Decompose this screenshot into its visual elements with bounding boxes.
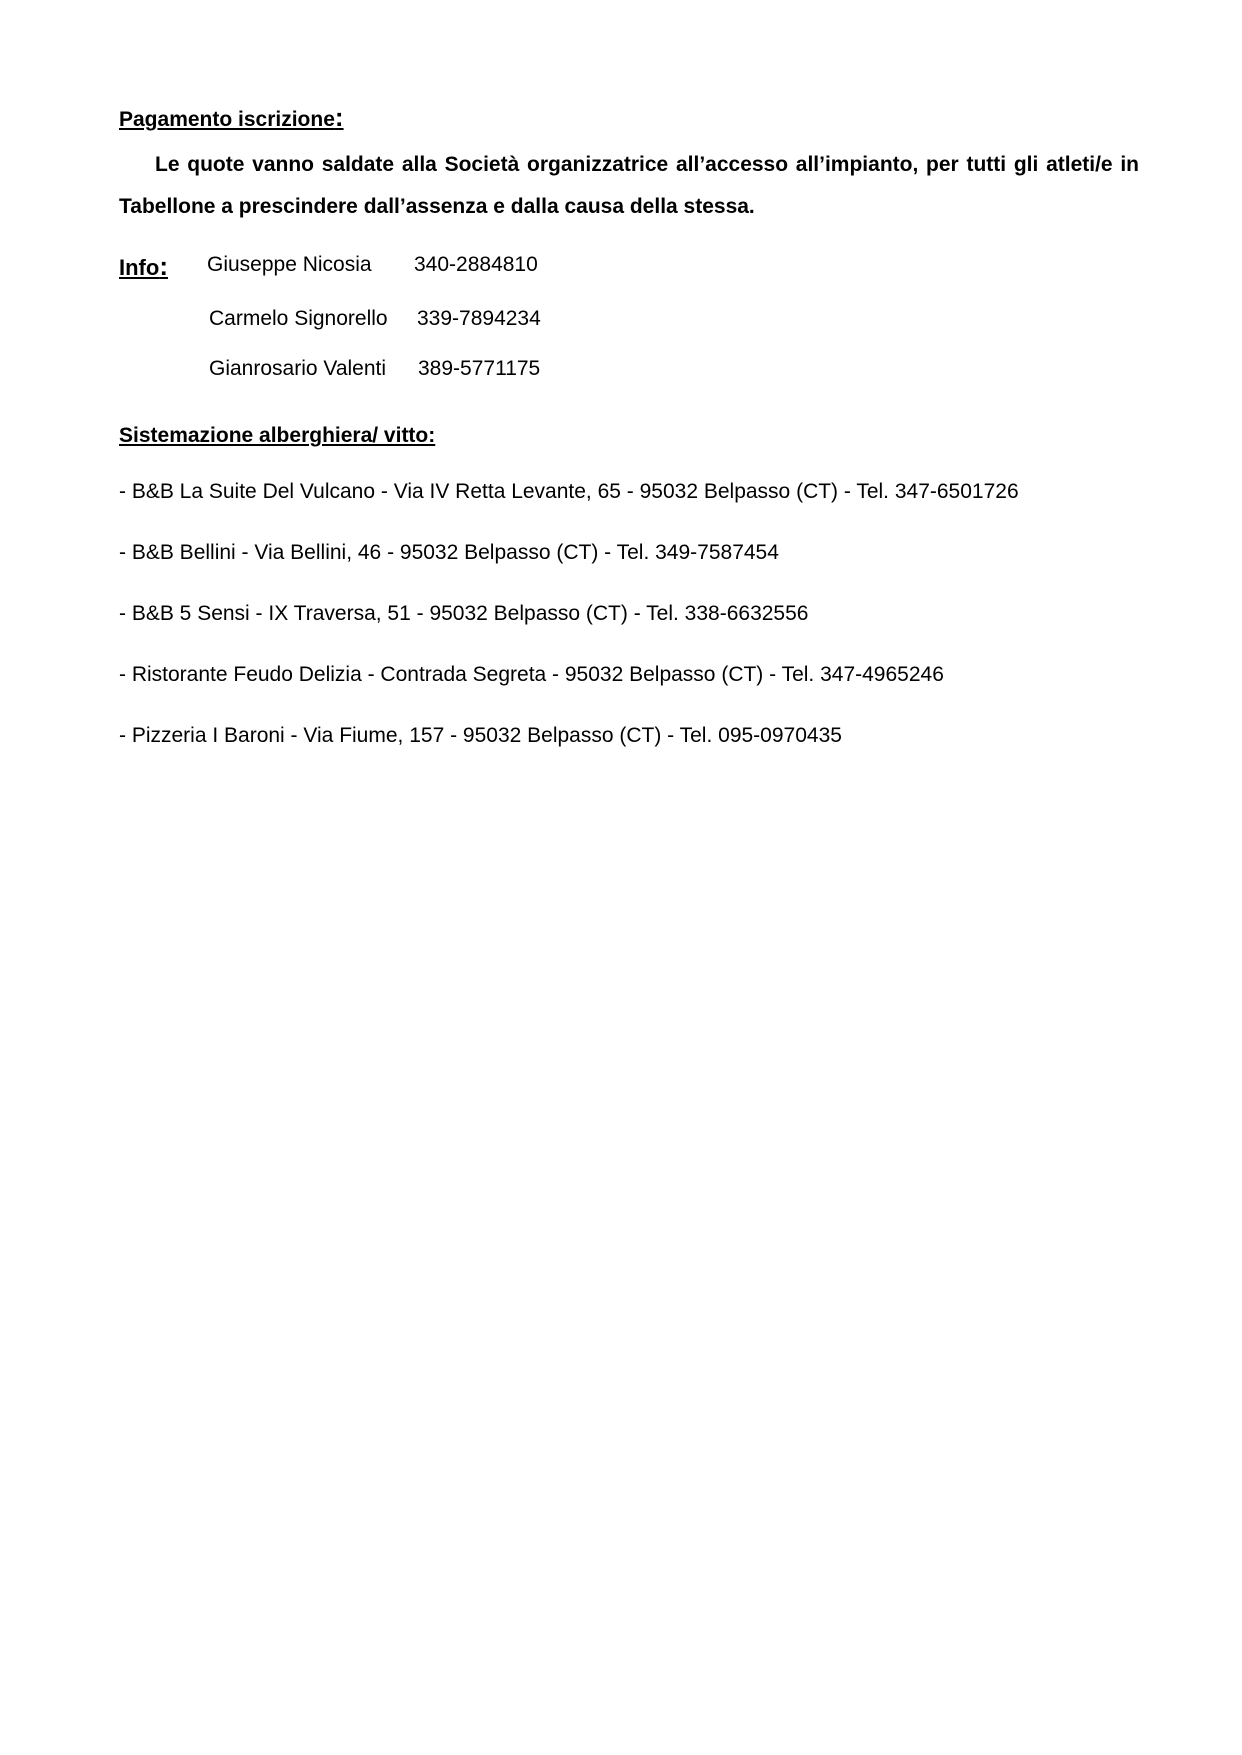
info-heading-text: Info <box>119 255 160 280</box>
info-heading-colon: : <box>159 251 168 281</box>
contact-name: Giuseppe Nicosia <box>207 253 372 276</box>
payment-heading-colon: : <box>334 102 344 132</box>
accommodation-item: - B&B Bellini - Via Bellini, 46 - 95032 Belpasso (CT) - Tel. 349-7587454 <box>119 541 779 564</box>
payment-paragraph: Le quote vanno saldate alla Società organizzatrice all’accesso all’impianto, per tutti gli atleti/e in Tabellone a prescindere dall’assenza e dalla causa della stessa. <box>119 153 1139 218</box>
accommodation-heading: Sistemazione alberghiera/ vitto: <box>119 424 436 447</box>
contact-phone: 339-7894234 <box>417 307 541 330</box>
contact-name: Gianrosario Valenti <box>209 357 387 380</box>
payment-heading <box>119 104 344 130</box>
accommodation-item: - B&B La Suite Del Vulcano - Via IV Retta Levante, 65 - 95032 Belpasso (CT) - Tel. 347-6501726 <box>119 480 1019 503</box>
accommodation-item: - Pizzeria I Baroni - Via Fiume, 157 - 95032 Belpasso (CT) - Tel. 095-0970435 <box>119 724 842 747</box>
contact-phone: 340-2884810 <box>414 253 538 276</box>
contact-phone: 389-5771175 <box>418 357 541 380</box>
contact-name: Carmelo Signorello <box>209 307 388 330</box>
info-heading <box>119 253 168 279</box>
payment-heading-text: Pagamento iscrizione <box>119 108 335 131</box>
accommodation-item: - Ristorante Feudo Delizia - Contrada Segreta - 95032 Belpasso (CT) - Tel. 347-4965246 <box>119 663 944 686</box>
accommodation-item: - B&B 5 Sensi - IX Traversa, 51 - 95032 Belpasso (CT) - Tel. 338-6632556 <box>119 602 809 625</box>
